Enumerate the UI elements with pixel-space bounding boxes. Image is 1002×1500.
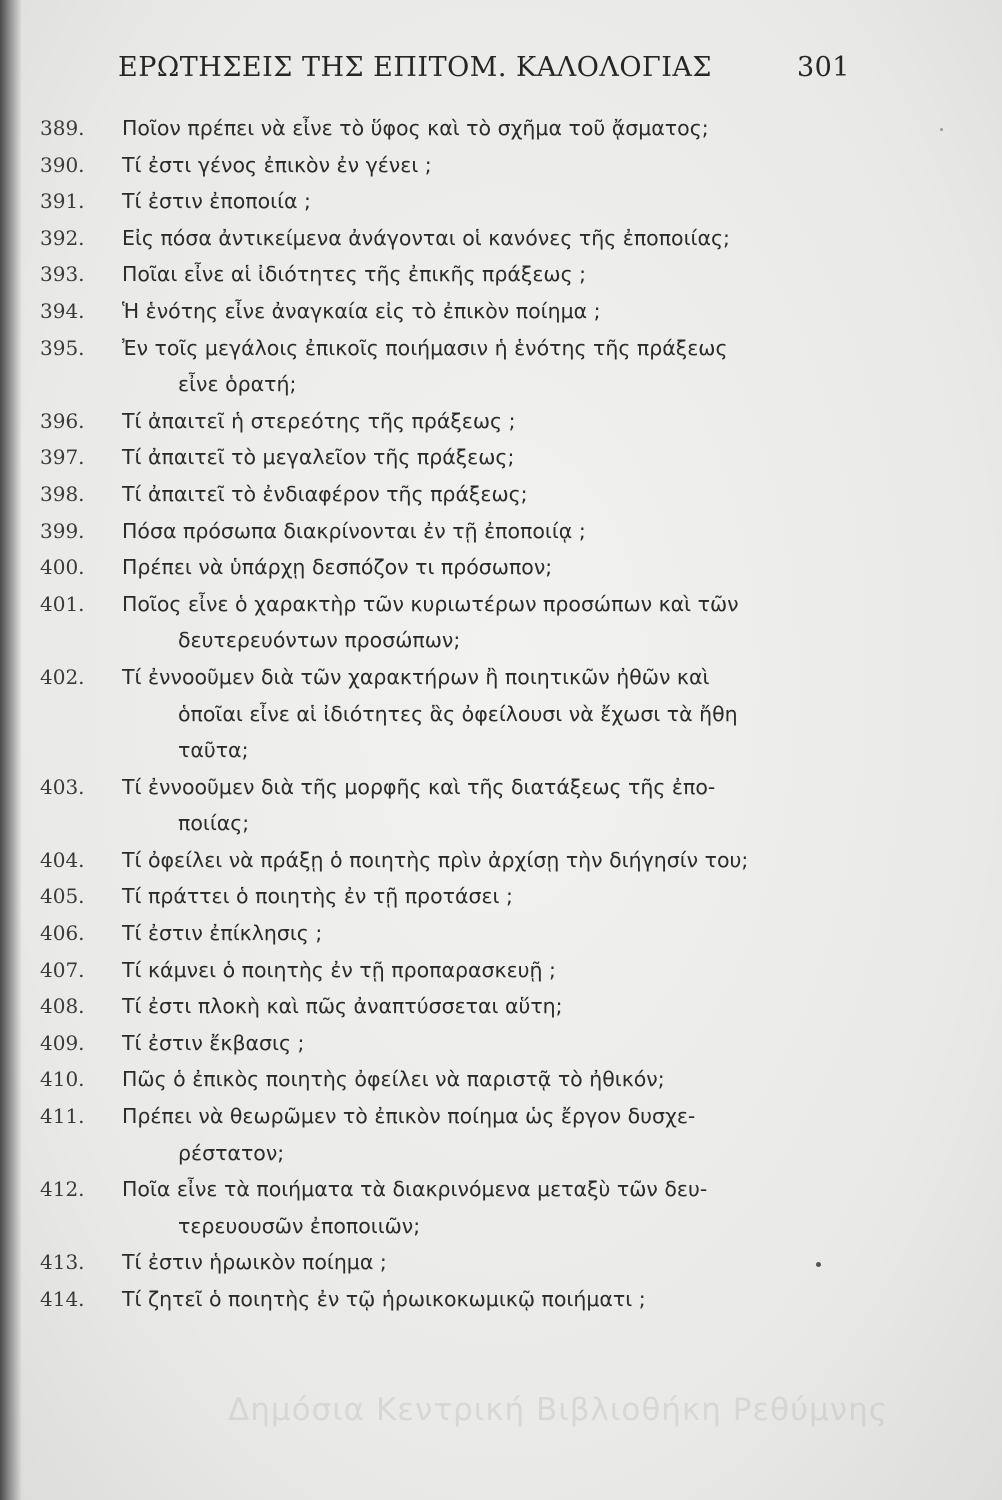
question-item (40, 769, 860, 842)
question-text-continuation: ὁποῖαι εἶνε αἱ ἰδιότητες ἃς ὀφείλουσι νὰ ἔχωσι τὰ ἤθη (178, 701, 738, 726)
question-item (40, 183, 860, 220)
question-item (40, 1061, 860, 1098)
question-number: 393. (40, 262, 85, 287)
running-head-title: ΕΡΩΤΗΣΕΙΣ ΤΗΣ ΕΠΙΤΟΜ. ΚΑΛΟΛΟΓΙΑΣ (118, 52, 712, 83)
question-text: Τί ὀφείλει νὰ πράξῃ ὁ ποιητὴς πρὶν ἀρχίσῃ τὴν διήγησίν του; (122, 847, 749, 872)
question-number: 411. (40, 1104, 85, 1129)
question-number: 396. (40, 408, 85, 433)
question-item (40, 439, 860, 476)
question-number: 410. (40, 1067, 85, 1092)
page-binding-shadow (0, 0, 22, 1500)
question-text: Τί ἀπαιτεῖ τὸ μεγαλεῖον τῆς πράξεως; (122, 445, 515, 470)
question-number: 391. (40, 189, 85, 214)
question-text: Τί ἐστιν ἔκβασις ; (122, 1030, 305, 1055)
question-number: 397. (40, 445, 85, 470)
question-number: 395. (40, 335, 85, 360)
question-number: 402. (40, 664, 85, 689)
question-number: 414. (40, 1287, 85, 1311)
question-item (40, 476, 860, 513)
question-number: 413. (40, 1250, 85, 1275)
question-text: Τί ζητεῖ ὁ ποιητὴς ἐν τῷ ἡρωικοκωμικῷ ποιήματι ; (122, 1287, 646, 1311)
question-item (40, 952, 860, 989)
question-text-continuation: ρέστατον; (178, 1140, 285, 1165)
question-item (40, 256, 860, 293)
question-text: Ποῖα εἶνε τὰ ποιήματα τὰ διακρινόμενα μεταξὺ τῶν δευ- (122, 1177, 708, 1202)
question-number: 407. (40, 957, 85, 982)
question-number: 394. (40, 298, 85, 323)
question-number: 403. (40, 774, 85, 799)
question-number: 389. (40, 116, 85, 140)
question-text-continuation: τερευουσῶν ἐποποιιῶν; (178, 1213, 421, 1238)
question-number: 390. (40, 152, 85, 177)
question-text-continuation: εἶνε ὁρατή; (178, 372, 297, 397)
print-speck (940, 128, 943, 131)
question-item (40, 1025, 860, 1062)
question-item (40, 549, 860, 586)
question-item (40, 293, 860, 330)
question-item (40, 403, 860, 440)
question-text: Ἡ ἑνότης εἶνε ἀναγκαία εἰς τὸ ἐπικὸν ποίημα ; (122, 298, 601, 323)
question-number: 408. (40, 994, 85, 1019)
question-text: Τί ἐστι πλοκὴ καὶ πῶς ἀναπτύσσεται αὕτη; (122, 994, 563, 1019)
question-item (40, 1171, 860, 1244)
question-text: Πρέπει νὰ θεωρῶμεν τὸ ἐπικὸν ποίημα ὡς ἔργον δυσχε- (122, 1104, 696, 1129)
question-item (40, 147, 860, 184)
question-item (40, 330, 860, 403)
print-speck (816, 1262, 821, 1267)
question-item (40, 220, 860, 257)
question-number: 406. (40, 921, 85, 946)
question-text: Τί ἐστιν ἡρωικὸν ποίημα ; (122, 1250, 387, 1275)
question-item (40, 1281, 860, 1318)
question-text: Εἰς πόσα ἀντικείμενα ἀνάγονται οἱ κανόνες τῆς ἐποποιίας; (122, 225, 730, 250)
question-item (40, 878, 860, 915)
question-text: Τί ἐννοοῦμεν διὰ τῆς μορφῆς καὶ τῆς διατάξεως τῆς ἐπο- (122, 774, 716, 799)
running-head (118, 52, 850, 92)
question-text: Τί ἐστιν ἐπίκλησις ; (122, 921, 323, 946)
question-item (40, 659, 860, 769)
question-number: 404. (40, 847, 85, 872)
question-text-continuation: ταῦτα; (178, 738, 249, 763)
question-text: Τί κάμνει ὁ ποιητὴς ἐν τῇ προπαρασκευῇ ; (122, 957, 556, 982)
question-text: Τί ἐστιν ἐποποιία ; (122, 189, 311, 214)
question-text: Ἐν τοῖς μεγάλοις ἐπικοῖς ποιήμασιν ἡ ἑνότης τῆς πράξεως (122, 335, 728, 360)
question-text: Πῶς ὁ ἐπικὸς ποιητὴς ὀφείλει νὰ παριστᾷ τὸ ἠθικόν; (122, 1067, 665, 1092)
question-text-continuation: δευτερευόντων προσώπων; (178, 628, 461, 653)
question-number: 412. (40, 1177, 85, 1202)
question-item (40, 586, 860, 659)
question-text: Ποῖαι εἶνε αἱ ἰδιότητες τῆς ἐπικῆς πράξεως ; (122, 262, 587, 287)
question-item (40, 842, 860, 879)
question-number: 392. (40, 225, 85, 250)
question-number: 399. (40, 518, 85, 543)
question-text: Πόσα πρόσωπα διακρίνονται ἐν τῇ ἐποποιίᾳ ; (122, 518, 586, 543)
question-item (40, 1098, 860, 1171)
question-text: Τί ἐστι γένος ἐπικὸν ἐν γένει ; (122, 152, 432, 177)
page-number: 301 (796, 52, 850, 83)
question-text: Τί πράττει ὁ ποιητὴς ἐν τῇ προτάσει ; (122, 884, 513, 909)
question-item (40, 110, 860, 147)
question-text-continuation: ποιίας; (178, 811, 250, 836)
question-text: Τί ἀπαιτεῖ ἡ στερεότης τῆς πράξεως ; (122, 408, 516, 433)
question-item (40, 988, 860, 1025)
question-item (40, 915, 860, 952)
question-number: 409. (40, 1030, 85, 1055)
library-watermark: Δημόσια Κεντρική Βιβλιοθήκη Ρεθύμνης (228, 1392, 888, 1428)
question-text: Πρέπει νὰ ὑπάρχῃ δεσπόζον τι πρόσωπον; (122, 555, 553, 580)
question-item (40, 513, 860, 550)
question-text: Τί ἀπαιτεῖ τὸ ἐνδιαφέρον τῆς πράξεως; (122, 481, 528, 506)
question-list (40, 110, 860, 1318)
question-number: 398. (40, 481, 85, 506)
question-text: Ποῖος εἶνε ὁ χαρακτὴρ τῶν κυριωτέρων προσώπων καὶ τῶν (122, 591, 739, 616)
question-text: Ποῖον πρέπει νὰ εἶνε τὸ ὕφος καὶ τὸ σχῆμα τοῦ ᾄσματος; (122, 116, 709, 140)
question-number: 401. (40, 591, 85, 616)
question-number: 405. (40, 884, 85, 909)
question-text: Τί ἐννοοῦμεν διὰ τῶν χαρακτήρων ἢ ποιητικῶν ἠθῶν καὶ (122, 664, 710, 689)
question-number: 400. (40, 555, 85, 580)
question-item (40, 1244, 860, 1281)
